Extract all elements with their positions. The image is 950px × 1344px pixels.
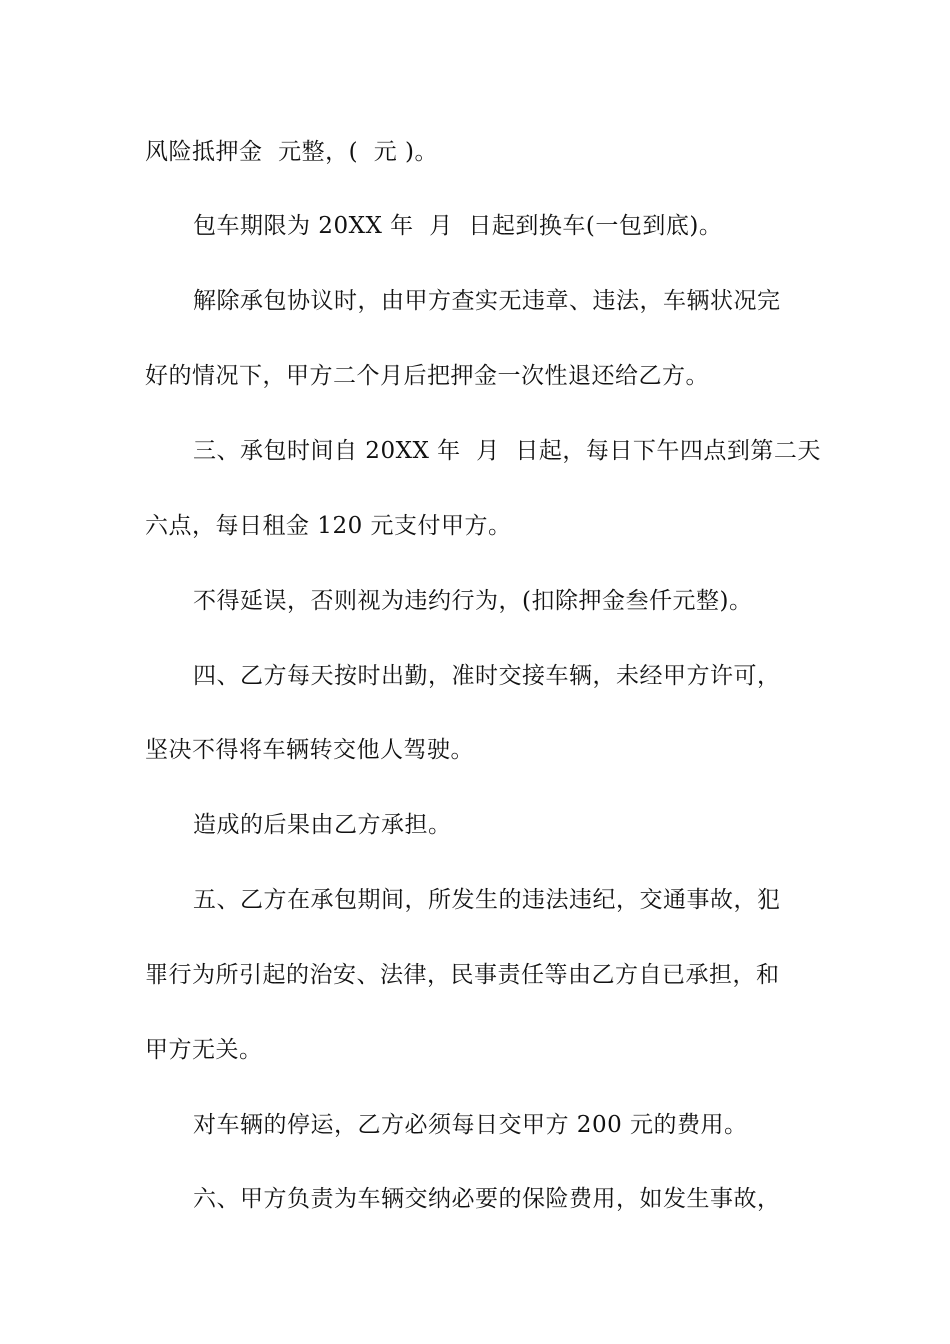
text-line-1: 风险抵押金 元整，( 元 )。 [145, 139, 439, 165]
text-line-8: 四、乙方每天按时出勤，准时交接车辆，未经甲方许可， [193, 663, 781, 689]
text-line-14: 对车辆的停运，乙方必须每日交甲方 200 元的费用。 [193, 1112, 748, 1138]
text-line-3: 解除承包协议时，由甲方查实无违章、违法，车辆状况完 [193, 288, 781, 314]
text-line-11: 五、乙方在承包期间，所发生的违法违纪，交通事故，犯 [193, 887, 781, 913]
text-line-9: 坚决不得将车辆转交他人驾驶。 [145, 737, 474, 763]
text-line-4: 好的情况下，甲方二个月后把押金一次性退还给乙方。 [145, 363, 709, 389]
text-line-10: 造成的后果由乙方承担。 [193, 812, 452, 838]
text-line-13: 甲方无关。 [145, 1037, 263, 1063]
text-line-6: 六点，每日租金 120 元支付甲方。 [145, 513, 512, 539]
text-line-2: 包车期限为 20XX 年 月 日起到换车(一包到底)。 [193, 213, 723, 239]
text-line-7: 不得延误，否则视为违约行为，(扣除押金叁仟元整)。 [193, 588, 753, 614]
text-line-15: 六、甲方负责为车辆交纳必要的保险费用，如发生事故， [193, 1186, 781, 1212]
text-line-12: 罪行为所引起的治安、法律，民事责任等由乙方自已承担，和 [145, 962, 780, 988]
text-line-5: 三、承包时间自 20XX 年 月 日起，每日下午四点到第二天 [193, 438, 821, 464]
